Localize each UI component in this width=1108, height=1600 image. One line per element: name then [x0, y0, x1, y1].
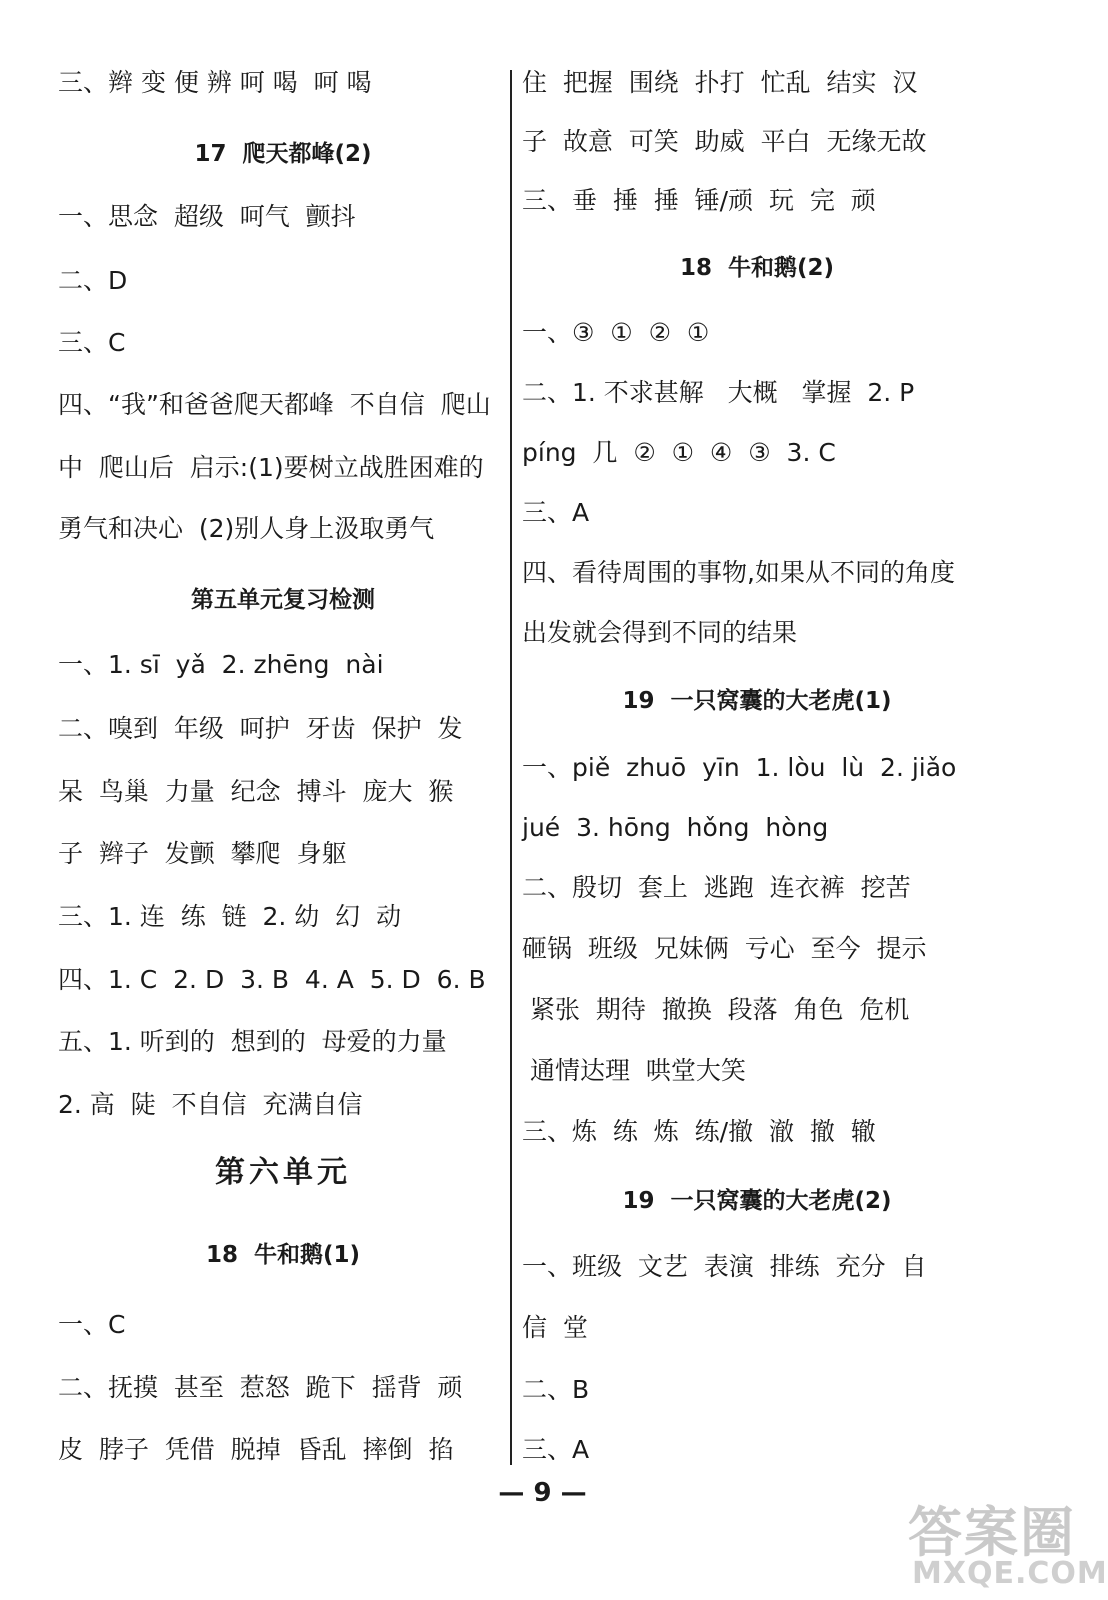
watermark-text: 答案圈: [908, 1501, 1076, 1564]
answer-line: 二、D: [58, 266, 128, 295]
answer-line: 呆 鸟巢 力量 纪念 搏斗 庞大 猴: [58, 777, 454, 806]
answer-line: 二、抚摸 甚至 惹怒 跪下 揺背 顽: [58, 1373, 463, 1402]
answer-line: 子 辫子 发颤 攀爬 身躯: [58, 839, 347, 868]
answer-line: jué 3. hōng hǒng hòng: [522, 813, 829, 842]
answer-line: 二、B: [522, 1375, 590, 1404]
answer-line: 信 堂: [522, 1313, 588, 1342]
answer-line: 一、③ ① ② ①: [522, 318, 710, 347]
section-heading: 第五单元复习检测: [191, 587, 375, 613]
column-divider: [510, 70, 512, 1465]
answer-line: 紧张 期待 撤换 段落 角色 危机: [522, 995, 910, 1024]
watermark-url: MXQE.COM: [912, 1556, 1108, 1591]
watermark-logo: [908, 1490, 1108, 1598]
answer-line: 三、1. 连 练 链 2. 幼 幻 动: [58, 902, 402, 931]
unit-heading: 第六单元: [215, 1155, 351, 1190]
answer-line: 三、A: [522, 1435, 590, 1464]
answer-line: 三、辫 变 便 辨 呵 喝 呵 喝: [58, 68, 372, 97]
answer-line: 二、嗅到 年级 呵护 牙齿 保护 发: [58, 714, 463, 743]
lesson-heading: 19 一只窝囊的大老虎(1): [622, 688, 892, 714]
answer-line: 一、思念 超级 呵气 颤抖: [58, 202, 356, 231]
answer-line: 一、C: [58, 1310, 126, 1339]
answer-line: 砸锅 班级 兄妹俩 亏心 至今 提示: [522, 934, 927, 963]
answer-line: 二、1. 不求甚解 大概 掌握 2. P: [522, 378, 915, 407]
lesson-heading: 17 爬天都峰(2): [194, 141, 372, 167]
answer-line: 四、1. C 2. D 3. B 4. A 5. D 6. B: [58, 965, 486, 994]
answer-line: píng 几 ② ① ④ ③ 3. C: [522, 438, 836, 467]
answer-line: 三、C: [58, 328, 126, 357]
answer-line: 住 把握 围绕 扑打 忙乱 结实 汉: [522, 68, 918, 97]
answer-line: 勇气和决心 (2)别人身上汲取勇气: [58, 514, 435, 543]
answer-line: 通情达理 哄堂大笑: [522, 1056, 746, 1085]
answer-line: 皮 脖子 凭借 脱掉 昏乱 摔倒 掐: [58, 1435, 454, 1464]
answer-line: 子 故意 可笑 助威 平白 无缘无故: [522, 127, 927, 156]
lesson-heading: 18 牛和鹅(2): [679, 255, 835, 281]
answer-line: 中 爬山后 启示:(1)要树立战胜困难的: [58, 453, 484, 482]
answer-line: 一、1. sī yǎ 2. zhēng nài: [58, 650, 384, 679]
answer-line: 一、piě zhuō yīn 1. lòu lù 2. jiǎo: [522, 753, 957, 782]
answer-line: 一、班级 文艺 表演 排练 充分 自: [522, 1252, 927, 1281]
answer-line: 四、“我”和爸爸爬天都峰 不自信 爬山: [58, 390, 491, 419]
page-number: — 9 —: [498, 1478, 587, 1508]
answer-line: 四、看待周围的事物,如果从不同的角度: [522, 558, 955, 587]
answer-line: 三、A: [522, 498, 590, 527]
lesson-heading: 19 一只窝囊的大老虎(2): [622, 1188, 892, 1214]
answer-line: 二、殷切 套上 逃跑 连衣裤 挖苦: [522, 873, 911, 902]
answer-line: 三、垂 捶 捶 锤/顽 玩 完 顽: [522, 186, 876, 215]
answer-line: 2. 高 陡 不自信 充满自信: [58, 1090, 363, 1119]
answer-line: 三、炼 练 炼 练/撤 澈 撤 辙: [522, 1117, 876, 1146]
lesson-heading: 18 牛和鹅(1): [205, 1242, 361, 1268]
answer-line: 五、1. 听到的 想到的 母爱的力量: [58, 1027, 447, 1056]
answer-line: 出发就会得到不同的结果: [522, 618, 798, 647]
